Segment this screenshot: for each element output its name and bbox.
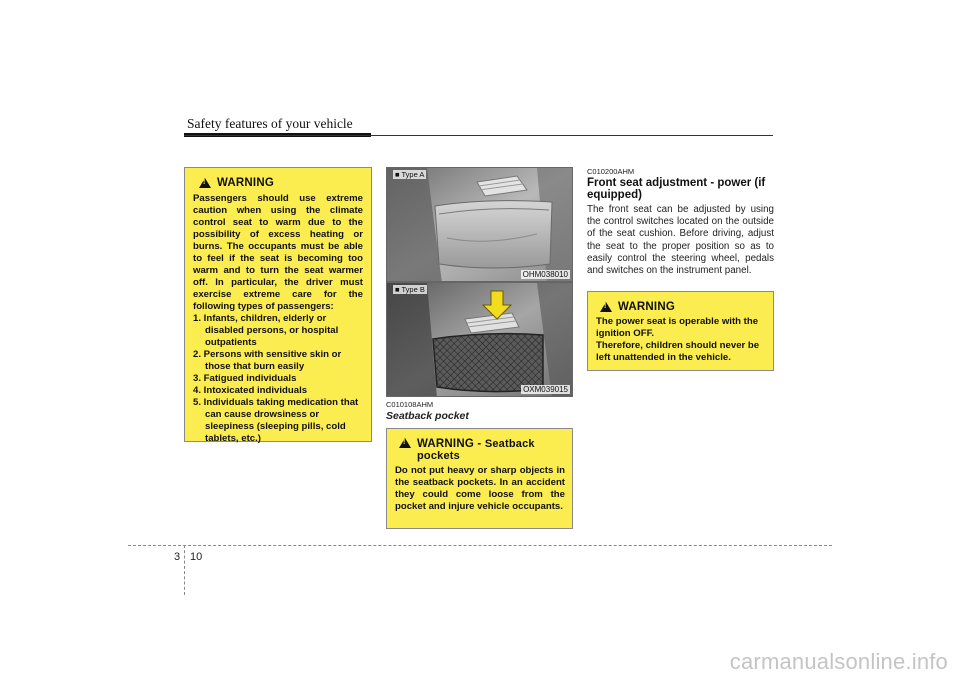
warning-title: WARNING <box>217 177 274 189</box>
list-item: 3. Fatigued individuals <box>193 373 297 384</box>
chapter-number: 3 <box>174 551 181 563</box>
photo-code-a: OHM038010 <box>522 270 568 279</box>
section-heading: Front seat adjustment - power (if equipped) <box>587 177 766 201</box>
type-a-label: ■ Type A <box>395 170 425 179</box>
page-number: 10 <box>190 551 203 563</box>
header-rule <box>184 135 773 136</box>
list-item: 4. Intoxicated individuals <box>193 385 308 396</box>
section-code-power-seat: C010200AHM <box>587 167 635 176</box>
warning-text: Do not put heavy or sharp objects in the seatback pockets. In an accident they could come loose from the pocket and injure vehicle occupants. <box>395 465 565 512</box>
type-b-label: ■ Type B <box>395 285 425 294</box>
page-header-title: Safety features of your vehicle <box>187 116 353 131</box>
warning-text-2: Therefore, children should never be left unattended in the vehicle. <box>596 340 760 363</box>
warning-header <box>199 177 363 189</box>
seatback-net-image <box>387 283 573 397</box>
footer-rule <box>128 545 832 546</box>
footer-vertical-rule <box>184 545 185 595</box>
warning-title: WARNING <box>618 301 675 313</box>
warning-header <box>399 438 565 462</box>
figure-caption: Seatback pocket <box>386 410 469 422</box>
warning-subtitle: Seatback pockets <box>417 438 535 462</box>
warning-box-seatback-pockets <box>386 428 573 529</box>
section-body-text: The front seat can be adjusted by using the control switches located on the outside of the seat cushion. Before driving, adjust the seat to the proper position so as to easily control the steering wheel, pedals and switches on the instrument panel. <box>587 204 774 277</box>
warning-triangle-icon <box>399 438 411 448</box>
section-code-seatback: C010108AHM <box>386 400 434 409</box>
warning-header <box>600 301 766 313</box>
seatback-pocket-photo-type-a <box>386 167 573 282</box>
warning-triangle-icon <box>199 178 211 188</box>
warning-text: Passengers should use extreme caution when using the climate control seat to warm due to the possibility of excess heating or burns. The occupants must be able to feel if the seat is becoming too warm and to turn the seat warmer off. In particular, the driver must exercise extreme care for the following types of passengers: <box>193 193 363 312</box>
warning-text-1: The power seat is operable with the ignition OFF. <box>596 316 759 339</box>
seatback-pocket-photo-type-b <box>386 282 573 397</box>
watermark: carmanualsonline.info <box>729 649 948 674</box>
warning-title: WARNING - <box>417 438 482 450</box>
list-item: 2. Persons with sensitive skin or those that burn easily <box>193 349 342 372</box>
warning-box-climate-seat <box>184 167 372 442</box>
photo-code-b: OXM039015 <box>523 385 568 394</box>
seatback-pocket-image <box>387 168 573 282</box>
warning-triangle-icon <box>600 302 612 312</box>
passenger-types-list <box>193 313 363 445</box>
list-item: 1. Infants, children, elderly or disabled persons, or hospital outpatients <box>193 313 339 348</box>
warning-box-power-seat <box>587 291 774 371</box>
list-item: 5. Individuals taking medication that can cause drowsiness or sleepiness (sleeping pills, cold tablets, etc.) <box>193 397 359 444</box>
